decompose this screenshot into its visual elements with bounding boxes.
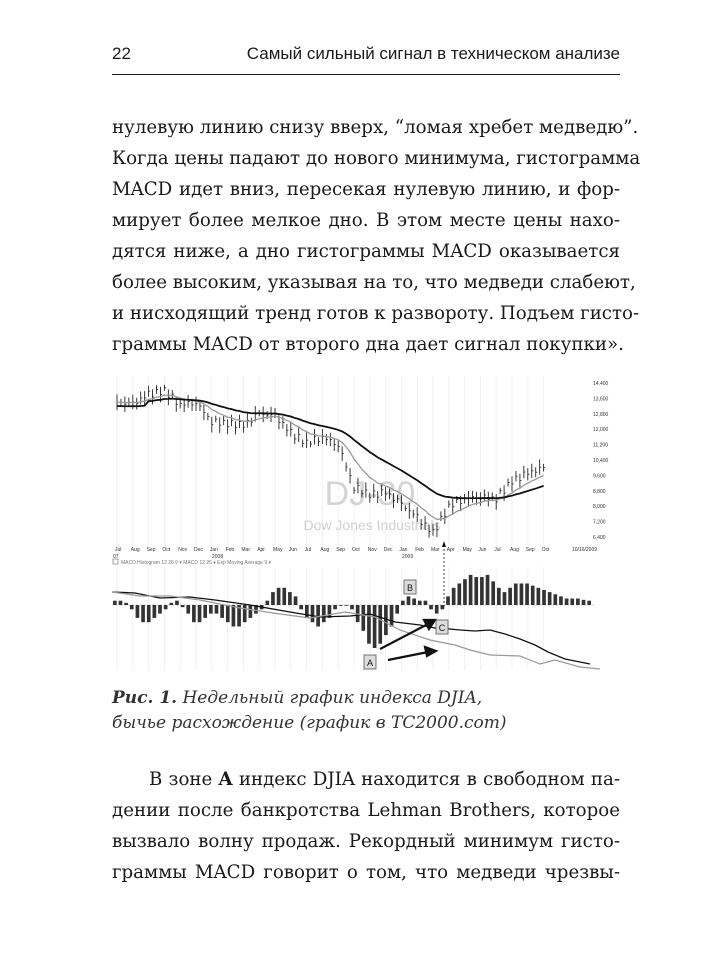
histogram-bar: [153, 605, 157, 618]
svg-text:B: B: [406, 583, 414, 593]
price-axis-label: 14,400: [593, 381, 609, 387]
month-label: Oct: [162, 547, 171, 553]
price-axis-label: 9,600: [593, 473, 606, 480]
histogram-bar: [587, 601, 591, 605]
histogram-bar: [418, 601, 422, 605]
histogram-bar: [542, 590, 546, 605]
month-label: Dec: [194, 547, 203, 553]
histogram-bar: [175, 601, 179, 605]
histogram-bar: [147, 605, 151, 622]
histogram-bar: [570, 599, 574, 605]
price-axis-label: 10,400: [593, 458, 609, 464]
histogram-bar: [305, 605, 309, 618]
price-axis-label: 11,200: [593, 442, 608, 449]
watermark-name: Dow Jones Industrials: [303, 517, 441, 533]
histogram-bar: [277, 588, 281, 605]
marker-a: [364, 655, 376, 669]
marker-c: [436, 620, 448, 634]
histogram-bar: [311, 605, 315, 622]
histogram-bar: [373, 605, 377, 648]
month-label: Apr: [257, 547, 265, 553]
caption-label: Рис. 1.: [112, 688, 178, 708]
text-line: Когда цены падают до нового минимума, гистограмма: [112, 148, 641, 169]
histogram-bar: [158, 605, 162, 614]
histogram-bar: [520, 584, 524, 606]
histogram-bar: [469, 575, 473, 605]
histogram-bar: [565, 599, 569, 605]
month-label: Oct: [352, 547, 360, 553]
paragraph-1: [112, 112, 641, 360]
month-label: Aug: [320, 547, 330, 553]
histogram-bar: [288, 592, 292, 605]
histogram-bar: [361, 605, 365, 631]
histogram-bar: [559, 596, 563, 605]
histogram-bar: [282, 588, 286, 605]
marker-b: [404, 580, 416, 594]
histogram-bar: [525, 584, 529, 606]
price-axis: [593, 381, 609, 541]
histogram-bar: [474, 577, 478, 605]
year-label-2008: 2008: [212, 554, 224, 560]
histogram-bar: [136, 605, 140, 618]
histogram-bar: [503, 592, 507, 605]
running-header-title: Самый сильный сигнал в техническом анализе: [246, 44, 620, 63]
histogram-bar: [452, 588, 456, 605]
year-label-2009: 2009: [402, 554, 414, 560]
histogram-bar: [181, 605, 185, 607]
page-number: 22: [112, 44, 131, 63]
histogram-bar: [113, 601, 117, 605]
histogram-bar: [164, 605, 168, 609]
month-label: Jan: [399, 547, 408, 553]
histogram-bar: [299, 605, 303, 609]
month-label: Sep: [146, 547, 156, 553]
text-line: граммы MACD от второго дна дает сигнал покупки».: [112, 334, 624, 355]
month-label: Jun: [478, 547, 487, 553]
text-line: дении после банкротства Lehman Brothers, которое: [112, 800, 620, 821]
histogram-bar: [333, 605, 337, 609]
text-line: вызвало волну продаж. Рекордный минимум гисто-: [112, 831, 620, 852]
histogram-bar: [390, 605, 394, 627]
price-axis-label: 13,600: [593, 396, 609, 403]
histogram-bar: [537, 588, 541, 605]
histogram-bar: [141, 605, 145, 622]
djia-weekly-chart-figure: [110, 372, 612, 672]
histogram-bar: [576, 599, 580, 605]
histogram-bar: [316, 605, 320, 627]
text-line: более высоким, указывая на то, что медведи слабеют,: [112, 272, 636, 293]
histogram-bar: [582, 600, 586, 605]
histogram-bar: [169, 603, 173, 605]
month-label: May: [273, 547, 283, 553]
figure-caption: [112, 686, 507, 736]
histogram-bar: [294, 596, 298, 605]
histogram-bar: [271, 592, 275, 605]
year-label-2007: 07: [113, 554, 119, 560]
month-label: Jul: [494, 547, 501, 553]
text-line: MACD идет вниз, пересекая нулевую линию, и фор-: [112, 179, 620, 200]
histogram-bar: [486, 575, 490, 605]
month-label: Sep: [525, 547, 535, 553]
indicator-legend: MACD Histogram 12 26 9 ▾ MACD 12 26 ▾ Exp Moving Average 9 ▾: [121, 560, 272, 566]
histogram-bar: [548, 592, 552, 605]
paragraph-2: [112, 764, 620, 888]
month-label: Feb: [225, 547, 235, 553]
text-line: дятся ниже, а дно гистограммы MACD оказывается: [112, 241, 620, 262]
histogram-bar: [215, 605, 219, 614]
histogram-bar: [412, 599, 416, 605]
histogram-bar: [209, 605, 213, 614]
price-axis-label: 6,400: [593, 535, 606, 541]
month-label: Nov: [178, 547, 188, 553]
histogram-bar: [203, 605, 207, 618]
histogram-bar: [226, 605, 230, 622]
month-label: Mar: [241, 547, 251, 553]
price-axis-label: 12,000: [593, 427, 609, 434]
histogram-bar: [339, 605, 343, 606]
macd-histogram: [112, 575, 595, 648]
histogram-bar: [497, 588, 501, 605]
histogram-bar: [232, 605, 236, 627]
histogram-bar: [220, 605, 224, 618]
price-axis-label: 8,000: [593, 504, 606, 511]
text-line: В зоне A индекс DJIA находится в свободном па-: [149, 769, 620, 790]
price-bars: [117, 385, 545, 538]
month-label: Aug: [130, 547, 140, 553]
histogram-bar: [553, 594, 557, 605]
macd-line: [112, 592, 590, 664]
histogram-bar: [322, 605, 326, 622]
price-axis-label: 12,800: [593, 411, 609, 418]
month-label: Jun: [288, 547, 297, 553]
month-label: Jul: [115, 547, 122, 553]
histogram-bar: [249, 605, 253, 618]
histogram-bar: [124, 603, 128, 605]
svg-text:A: A: [366, 658, 374, 668]
histogram-bar: [407, 596, 411, 605]
caption-line-2: бычье расхождение (график в TC2000.com): [112, 713, 507, 733]
text-line: граммы MACD говорит о том, что медведи чрезвы-: [112, 862, 620, 883]
text-line: нулевую линию снизу вверх, “ломая хребет медведю”.: [112, 117, 639, 138]
histogram-bar: [186, 605, 190, 614]
histogram-bar: [424, 601, 428, 605]
month-label: May: [462, 547, 473, 553]
histogram-bar: [531, 586, 535, 605]
histogram-bar: [378, 605, 382, 644]
histogram-bar: [435, 605, 439, 614]
histogram-bar: [192, 605, 196, 622]
histogram-bar: [119, 601, 123, 605]
histogram-bar: [345, 605, 349, 606]
month-label: Nov: [367, 547, 377, 553]
histogram-bar: [395, 605, 399, 614]
divergence-arrows: [380, 620, 436, 660]
histogram-bar: [130, 605, 134, 609]
month-label: Aug: [510, 547, 519, 553]
header-rule: [112, 74, 620, 75]
histogram-bar: [265, 601, 269, 605]
month-label: Mar: [431, 547, 440, 553]
month-label: Dec: [383, 547, 393, 553]
histogram-bar: [328, 605, 332, 618]
price-axis-label: 8,800: [593, 488, 606, 495]
text-line: и нисходящий тренд готов к развороту. Подъем гисто-: [112, 303, 640, 324]
histogram-bar: [367, 605, 371, 644]
histogram-bar: [198, 605, 202, 622]
month-label: Jul: [304, 547, 312, 553]
histogram-bar: [429, 605, 433, 609]
histogram-bar: [350, 605, 354, 609]
text-line: мирует более мелкое дно. В этом месте цены нахо-: [112, 210, 620, 231]
caption-line-1: Недельный график индекса DJIA,: [182, 688, 483, 708]
watermark-symbol: DJ-30: [324, 475, 416, 513]
time-axis: [115, 547, 550, 553]
histogram-bar: [401, 601, 405, 605]
histogram-bar: [514, 584, 518, 606]
histogram-bar: [446, 596, 450, 605]
svg-text:C: C: [438, 623, 446, 633]
arrowhead-up-icon: [442, 541, 446, 547]
price-axis-label: 7,200: [593, 519, 606, 526]
month-label: Sep: [336, 547, 346, 553]
histogram-bar: [457, 584, 461, 606]
month-label: Oct: [541, 547, 550, 553]
histogram-bar: [480, 577, 484, 605]
histogram-bar: [243, 605, 247, 622]
month-label: Jan: [209, 547, 218, 553]
histogram-bar: [508, 588, 512, 605]
month-label: Feb: [415, 547, 424, 553]
month-label: Apr: [446, 547, 455, 553]
histogram-bar: [491, 581, 495, 605]
end-date-label: 10/16/2009: [572, 547, 598, 553]
histogram-bar: [463, 579, 467, 605]
